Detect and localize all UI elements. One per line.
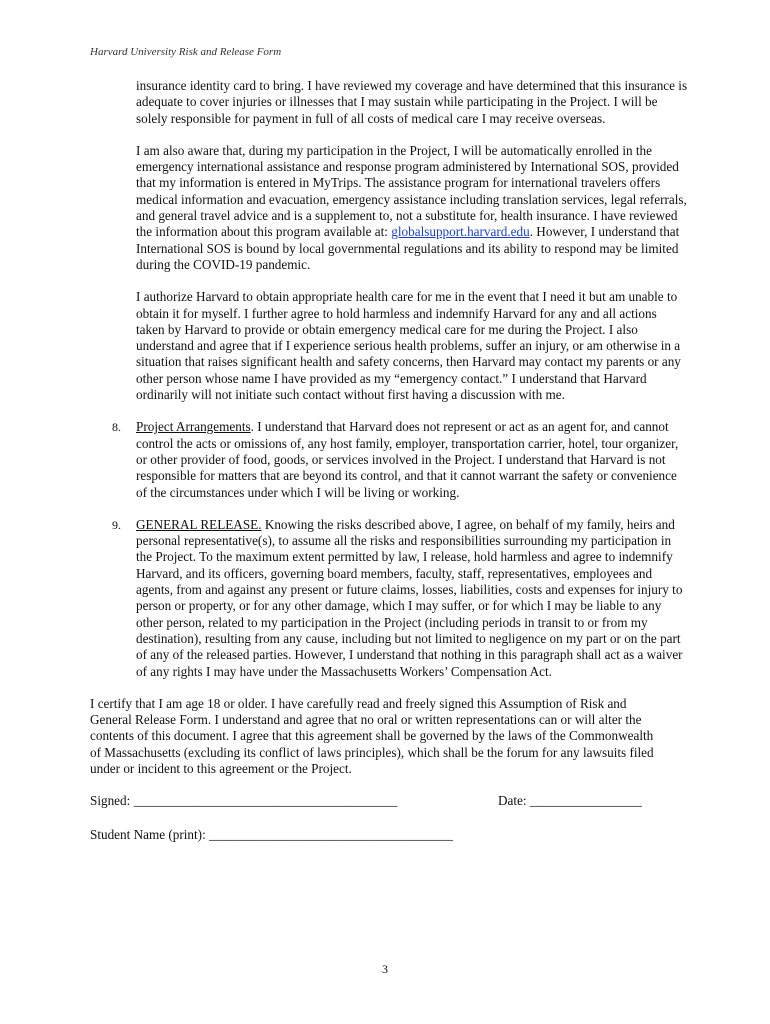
item-number: 9. xyxy=(112,517,121,532)
date-field[interactable]: Date: _________________ xyxy=(498,793,642,809)
authorize-health-care-paragraph: I authorize Harvard to obtain appropriate health care for me in the event that I need it but am unable to obtain it for myself. I further agree to hold harmless and indemnify Harvard for any and all actions taken by Harvard to provide or obtain emergency medical care for me during the Project. I also understand and agree that if I experience serious health problems, suffer an injury, or am otherwise in a situation that raises significant health and safety concerns, then Harvard may contact my parents or any other person whose name I have provided as my “emergency contact.” I understand that Harvard ordinarily will not initiate such contact without first having a discussion with me. xyxy=(136,289,681,403)
student-name-field[interactable]: Student Name (print): _____________________________________ xyxy=(90,827,453,843)
project-arrangements-item xyxy=(112,419,688,500)
certification-paragraph: I certify that I am age 18 or older. I have carefully read and freely signed this Assumption of Risk and General Release Form. I understand and agree that no oral or written representations can or will alter the contents of this document. I agree that this agreement shall be governed by the laws of the Commonwealth of Massachusetts (excluding its conflict of laws principles), which shall be the forum for any lawsuits filed under or incident to this agreement or the Project. xyxy=(90,695,654,776)
page-number: 3 xyxy=(382,962,388,976)
student-name-row xyxy=(90,827,690,845)
signed-field[interactable]: Signed: ________________________________________ xyxy=(90,793,398,809)
globalsupport-link[interactable]: globalsupport.harvard.edu xyxy=(391,224,530,240)
sos-text-after-link: . However, I understand that International SOS is bound by local governmental regulations and its ability to respond may be limited during the COVID-19 pandemic. xyxy=(136,224,680,272)
project-arrangements-text: . I understand that Harvard does not represent or act as an agent for, and cannot control the acts or omissions of, any host family, employer, transportation carrier, hotel, tour organizer, or other provider of food, goods, or services involved in the Project. I understand that Harvard is not responsible for matters that are beyond its control, and that it cannot warrant the safety or convenience of the circumstances under which I will be living or working. xyxy=(136,419,679,500)
sos-text-before-link: I am also aware that, during my participation in the Project, I will be automatically enrolled in the emergency international assistance and response program administered by International SOS, provided that my information is entered in MyTrips. The assistance program for international travelers offers medical information and evacuation, emergency assistance including translation services, legal referrals, and general travel advice and is a supplement to, not a substitute for, health insurance. I have reviewed the information about this program available at: xyxy=(136,142,687,240)
general-release-heading: GENERAL RELEASE. xyxy=(136,516,262,532)
signature-row xyxy=(90,793,690,811)
page-header: Harvard University Risk and Release Form xyxy=(90,46,282,58)
project-arrangements-heading: Project Arrangements xyxy=(136,419,251,435)
document-body xyxy=(0,78,770,861)
international-sos-paragraph xyxy=(136,143,688,273)
item-number: 8. xyxy=(112,420,121,435)
insurance-paragraph: insurance identity card to bring. I have reviewed my coverage and have determined that this insurance is adequate to cover injuries or illnesses that I may sustain while participating in the Project. I will be solely responsible for payment in full of all costs of medical care I may receive overseas. xyxy=(136,78,688,126)
general-release-text: Knowing the risks described above, I agree, on behalf of my family, heirs and personal representative(s), to assume all the risks and responsibilities surrounding my participation in the Project. To the maximum extent permitted by law, I release, hold harmless and agree to indemnify Harvard, and its officers, governing board members, faculty, staff, representatives, employees and agents, from and against any present or future claims, losses, liabilities, costs and expenses for injury to person or property, or for any other damage, which I may suffer, or for which I may be liable to any other person, related to my participation in the Project (including periods in transit to or from my destination), resulting from any cause, including but not limited to negligence on my part or on the part of any of the released parties. However, I understand that nothing in this paragraph shall act as a waiver of any rights I may have under the Massachusetts Workers’ Compensation Act. xyxy=(136,516,683,679)
general-release-item xyxy=(112,516,688,680)
